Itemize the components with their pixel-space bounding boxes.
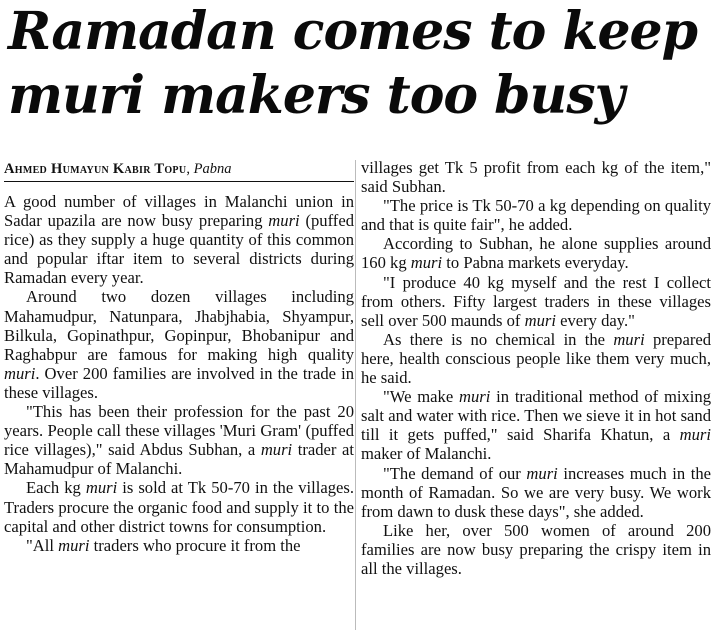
paragraph: Each kg muri is sold at Tk 50-70 in the villages. Traders procure the organic food and supply it to the capital and other district towns for consumption. [4,478,354,536]
paragraph: "The demand of our muri increases much in the month of Ramadan. So we are very busy. We work from dawn to dusk these days", she added. [361,463,712,521]
byline-place: Pabna [193,161,232,177]
paragraph: "We make muri in traditional method of mixing salt and water with rice. Then we sieve it in hot sand till it gets puffed," said Sharifa Khatun, a muri maker of Malanchi. [361,387,711,464]
paragraph: Like her, over 500 women of around 200 families are now busy preparing the crispy item in all the villages. [361,520,711,578]
paragraph: "I produce 40 kg myself and the rest I collect from others. Fifty largest traders in these villages sell over 500 maunds of muri every day." [361,272,711,330]
paragraph: Around two dozen villages including Mahamudpur, Natunpara, Jhabjhabia, Shyampur, Bilkula, Gopinathpur, Gopinpur, Bhobanipur and Raghabpur are famous for making high quality muri. Over 200 families are involved in the trade in these villages. [4,287,354,402]
paragraph: "This has been their profession for the past 20 years. People call these villages 'Muri Gram' (puffed rice villages)," said Abdus Subhan, a muri trader at Mahamudpur of Malanchi. [4,402,354,479]
paragraph: "All muri traders who procure it from the [26,535,301,555]
paragraph: A good number of villages in Malanchi union in Sadar upazila are now busy preparing muri (puffed rice) as they supply a huge quantity of this common and popular iftar item to several districts during Ramadan every year. [4,192,354,288]
byline-author: Ahmed Humayun Kabir Topu [4,161,187,177]
paragraph: villages get Tk 5 profit from each kg of the item," said Subhan. [361,158,711,197]
article-column-right [361,158,711,578]
headline-line-2: muri makers too busy [8,65,624,126]
article-column-left [4,160,354,555]
paragraph: According to Subhan, he alone supplies around 160 kg muri to Pabna markets everyday. [361,234,711,273]
paragraph: "The price is Tk 50-70 a kg depending on quality and that is quite fair", he added. [361,196,711,235]
byline [4,160,354,182]
byline-separator: , [186,161,194,177]
headline-line-1: Ramadan comes to keep [8,1,697,62]
paragraph: As there is no chemical in the muri prepared here, health conscious people like them very much, he said. [361,329,712,388]
column-divider [355,160,356,630]
headline [8,0,708,128]
